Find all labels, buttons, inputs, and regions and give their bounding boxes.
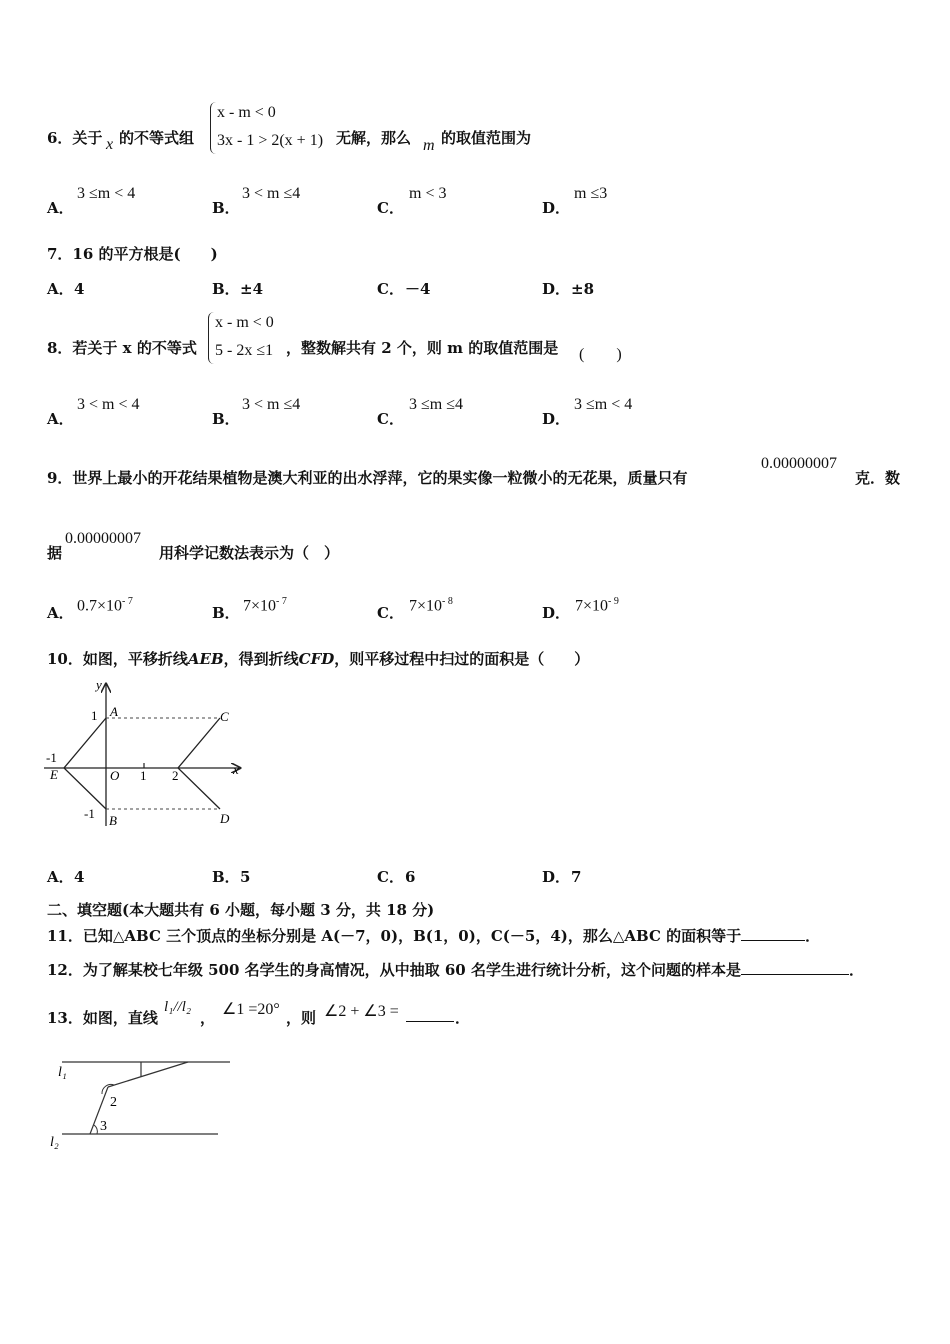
q13-comma: ， [200,1009,216,1027]
q9-option-b: $7\times 10^{- 7}$ [243,596,287,615]
q10-option-c-letter: C． [377,868,404,886]
label-a: A [110,704,118,719]
q7-option-c-letter: C． [377,280,404,298]
q13-angle1: ∠1 =20° [222,1001,280,1018]
q8-option-b: 3 < m ≤4 [242,396,301,413]
q8-line2: 5 - 2x ≤1 [215,342,274,359]
q10-option-b-letter: B． [212,868,240,886]
q7-option-d: ±8 [571,280,595,298]
label-neg1-y: -1 [84,806,95,821]
q9-stem-a: 9．世界上最小的开花结果植物是澳大利亚的出水浮萍，它的果实像一粒微小的无花果，质量只有 [47,469,688,487]
q8-stem-a: 8．若关于 x 的不等式 [47,339,197,357]
q7-stem: 7．16 的平方根是( ) [47,245,218,263]
q8-paren: ( ) [579,346,622,363]
q8-option-c-letter: C． [377,410,404,428]
q8-option-d: 3 ≤m < 4 [574,396,633,413]
q6-option-a-letter: A． [47,199,74,217]
label-l2: l₂ [50,1135,59,1150]
q7-option-a: 4 [74,280,85,298]
q7-option-c: －4 [405,280,431,298]
q12-answer-blank[interactable] [741,974,849,975]
q8-option-a: 3 < m < 4 [77,396,140,413]
label-angle-2: 2 [110,1095,117,1110]
q13-parallel: l₁//l₂ [164,999,192,1015]
q9-option-c: $7\times 10^{- 8}$ [409,596,453,615]
q7-option-a-letter: A． [47,280,74,298]
q9-stem-d: 用科学记数法表示为（ ） [159,544,340,562]
q8-line1: x - m < 0 [215,314,274,331]
q9-option-a: $0.7\times 10^{- 7}$ [77,596,133,615]
q13-answer-blank[interactable] [406,1021,454,1022]
q9-option-d: $7\times 10^{- 9}$ [575,596,619,615]
q9-stem-b: 克．数 [855,469,901,487]
q10-option-d-letter: D． [542,868,571,886]
q9-option-d-letter: D． [542,604,571,622]
q8-brace [208,312,214,364]
q10-option-b: 5 [240,868,251,886]
q10-option-d: 7 [571,868,582,886]
label-c: C [220,709,229,724]
q7-option-b-letter: B． [212,280,240,298]
q6-option-b-letter: B． [212,199,240,217]
q10-option-a: 4 [74,868,85,886]
arc-angle-3 [94,1125,97,1134]
q13-stem-b: ，则 [286,1009,317,1027]
label-l1: l₁ [58,1065,67,1080]
q6-option-c: m < 3 [409,185,447,202]
section-heading: 二、填空题(本大题共有 6 小题，每小题 3 分，共 18 分) [47,901,435,919]
label-y: y [96,677,102,692]
q9-num-a: 0.00000007 [761,455,837,472]
q10-option-c: 6 [405,868,416,886]
label-d: D [220,811,230,826]
q6-stem-a: 6．关于 [47,129,103,147]
q11: 11．已知△ABC 三个顶点的坐标分别是 A(－7，0)，B(1，0)，C(－5，4)，那么△ABC 的面积等于 ． [47,927,821,945]
transversal-upper [108,1062,188,1087]
label-two-x: 2 [172,768,179,783]
q9-option-c-letter: C． [377,604,404,622]
q6-brace [210,102,216,154]
q11-answer-blank[interactable] [741,940,805,941]
q7-option-b: ±4 [240,280,264,298]
q13-stem-a: 13．如图，直线 [47,1009,158,1027]
polyline-aeb [64,718,106,809]
q6-var-x: x [106,136,114,153]
q6-stem-c: 无解，那么 [336,129,412,147]
q6-option-b: 3 < m ≤4 [242,185,301,202]
q6-line1: x - m < 0 [217,104,276,121]
q8-option-c: 3 ≤m ≤4 [409,396,464,413]
q13-figure [44,1054,234,1150]
q10-figure [44,676,254,834]
q13-end: ． [455,1009,471,1027]
q6-option-c-letter: C． [377,199,404,217]
q8-option-d-letter: D． [542,410,571,428]
q6-line2: 3x - 1 > 2(x + 1) [217,132,324,149]
q9-stem-c: 据 [47,544,63,562]
q7-option-d-letter: D． [542,280,571,298]
q13-sum: ∠2 + ∠3 = [324,1003,399,1020]
label-o: O [110,768,120,783]
q6-stem-b: 的不等式组 [119,129,195,147]
q8-option-a-letter: A． [47,410,74,428]
label-neg1-x: -1 [46,750,57,765]
q6-option-d: m ≤3 [574,185,608,202]
q8-option-b-letter: B． [212,410,240,428]
label-angle-3: 3 [100,1119,107,1134]
q6-option-d-letter: D． [542,199,571,217]
q8-stem-b: ，整数解共有 2 个，则 m 的取值范围是 [286,339,559,357]
q9-num-b: 0.00000007 [65,530,141,547]
polyline-cfd [178,718,220,809]
q10-option-a-letter: A． [47,868,74,886]
label-b: B [109,813,117,828]
q6-var-m: m [423,137,435,154]
q12: 12．为了解某校七年级 500 名学生的身高情况，从中抽取 60 名学生进行统计分析，这个问题的样本是 ． [47,961,864,979]
label-e: E [50,767,58,782]
label-x: x [233,762,239,777]
q9-option-a-letter: A． [47,604,74,622]
q6-option-a: 3 ≤m < 4 [77,185,136,202]
q10-stem: 10．如图，平移折线AEB，得到折线CFD，则平移过程中扫过的面积是（ ） [47,650,590,668]
q9-option-b-letter: B． [212,604,240,622]
label-one-x: 1 [140,768,147,783]
q6-stem-d: 的取值范围为 [441,129,532,147]
label-one-y: 1 [91,708,98,723]
